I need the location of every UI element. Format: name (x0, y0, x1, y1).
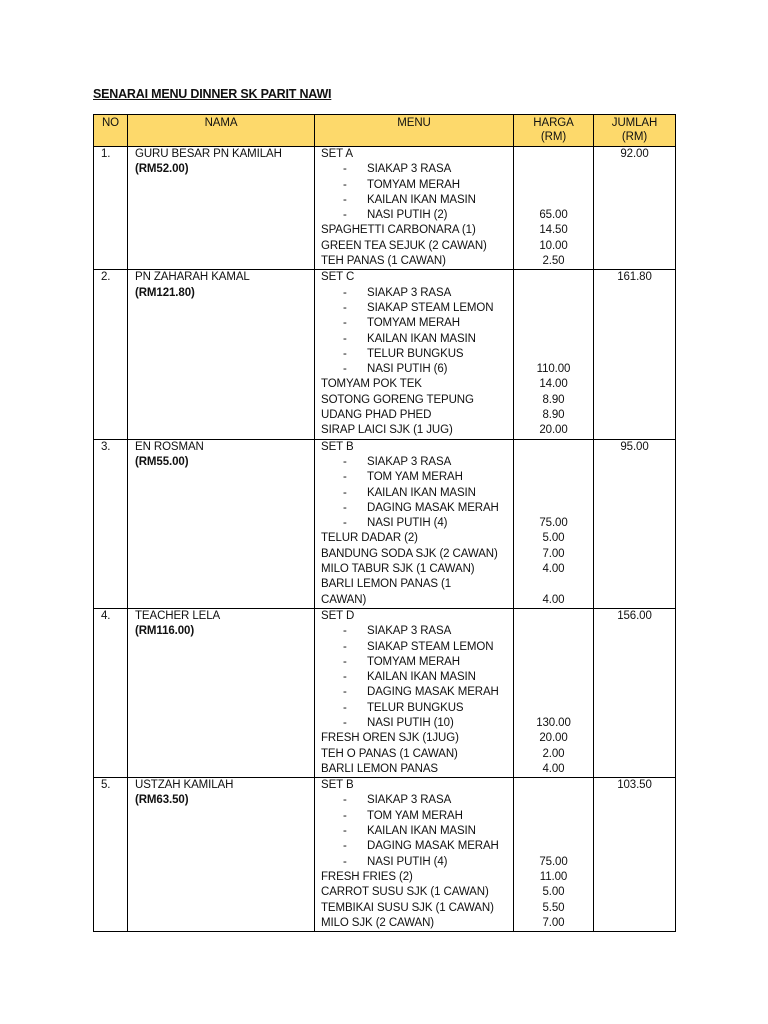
price-value (514, 824, 593, 839)
set-component-item (321, 701, 513, 716)
menu-cell (315, 439, 514, 608)
table-row (94, 608, 676, 777)
person-budget: (RM116.00) (135, 625, 195, 638)
dash-bullet: - (343, 840, 347, 853)
price-value: 8.90 (542, 393, 565, 406)
row-number: 5. (94, 778, 128, 932)
row-number: 4. (94, 608, 128, 777)
header-nama: NAMA (128, 115, 315, 147)
menu-item: BANDUNG SODA SJK (2 CAWAN) (321, 547, 498, 560)
header-no: NO (94, 115, 128, 147)
set-label: SET D (321, 609, 355, 622)
set-component-item (321, 793, 513, 808)
menu-cell (315, 147, 514, 270)
price-value (514, 609, 593, 624)
set-component-item (321, 178, 513, 193)
set-component-item (321, 316, 513, 331)
price-value: 10.00 (539, 239, 568, 252)
set-component-label: TELUR BUNGKUS (367, 347, 464, 360)
dash-bullet: - (343, 655, 347, 668)
person-name: USTZAH KAMILAH (135, 779, 234, 792)
menu-item: CARROT SUSU SJK (1 CAWAN) (321, 886, 489, 899)
set-component-item (321, 286, 513, 301)
price-value (514, 624, 593, 639)
price-value: 2.00 (542, 747, 565, 760)
person-name: EN ROSMAN (135, 440, 204, 453)
total-cell (594, 608, 676, 777)
price-value (514, 178, 593, 193)
person-cell (128, 778, 315, 932)
set-component-item (321, 809, 513, 824)
dash-bullet: - (343, 286, 347, 299)
menu-table (93, 114, 676, 932)
price-value: 8.90 (542, 409, 565, 422)
dash-bullet: - (343, 347, 347, 360)
menu-item: TEH O PANAS (1 CAWAN) (321, 747, 458, 760)
menu-cell (315, 608, 514, 777)
dash-bullet: - (343, 825, 347, 838)
menu-item: CAWAN) (321, 593, 367, 606)
dash-bullet: - (343, 332, 347, 345)
table-row (94, 270, 676, 439)
set-label: SET A (321, 148, 353, 160)
price-value: 130.00 (536, 716, 571, 729)
dash-bullet: - (343, 625, 347, 638)
table-row (94, 147, 676, 270)
person-name: TEACHER LELA (135, 609, 221, 622)
person-cell (128, 608, 315, 777)
price-value: 14.50 (539, 224, 568, 237)
menu-item: BARLI LEMON PANAS (1 (321, 578, 452, 591)
price-value: 4.00 (542, 563, 565, 576)
price-value: 20.00 (539, 424, 568, 437)
menu-item: TELUR DADAR (2) (321, 532, 418, 545)
row-number: 2. (94, 270, 128, 439)
price-value: 7.00 (542, 547, 565, 560)
dash-bullet: - (343, 716, 347, 729)
set-component-label: NASI PUTIH (6) (367, 363, 448, 376)
price-value: 20.00 (539, 732, 568, 745)
price-value: 5.00 (542, 532, 565, 545)
menu-item: MILO SJK (2 CAWAN) (321, 916, 434, 929)
dash-bullet: - (343, 193, 347, 206)
header-jumlah-unit: (RM) (621, 131, 648, 143)
dash-bullet: - (343, 517, 347, 530)
set-component-label: KAILAN IKAN MASIN (367, 825, 476, 838)
price-value (514, 793, 593, 808)
set-component-item (321, 824, 513, 839)
price-value (514, 577, 593, 592)
price-value (514, 332, 593, 347)
set-component-label: SIAKAP 3 RASA (367, 794, 452, 807)
header-jumlah-label: JUMLAH (611, 117, 658, 129)
set-component-item (321, 455, 513, 470)
set-component-label: TOMYAM MERAH (367, 655, 460, 668)
dash-bullet: - (343, 209, 347, 222)
dash-bullet: - (343, 501, 347, 514)
set-component-label: TOMYAM MERAH (367, 178, 460, 191)
price-value (514, 640, 593, 655)
price-value: 5.50 (542, 901, 565, 914)
set-label: SET C (321, 271, 355, 284)
person-cell (128, 147, 315, 270)
set-component-item (321, 501, 513, 516)
total-value: 156.00 (617, 609, 652, 622)
price-value (514, 470, 593, 485)
price-value: 65.00 (539, 209, 568, 222)
menu-item: TOMYAM POK TEK (321, 378, 422, 391)
person-name: GURU BESAR PN KAMILAH (135, 148, 282, 160)
price-value: 75.00 (539, 517, 568, 530)
price-cell (514, 778, 594, 932)
set-component-item (321, 685, 513, 700)
set-component-label: TELUR BUNGKUS (367, 701, 464, 714)
price-value: 11.00 (539, 870, 568, 883)
set-component-item (321, 716, 513, 731)
set-component-item (321, 193, 513, 208)
set-component-item (321, 624, 513, 639)
person-budget: (RM63.50) (135, 794, 189, 807)
set-component-label: SIAKAP 3 RASA (367, 455, 452, 468)
price-value (514, 778, 593, 793)
page-title: SENARAI MENU DINNER SK PARIT NAWI (93, 87, 332, 101)
price-value (514, 501, 593, 516)
price-value (514, 809, 593, 824)
dash-bullet: - (343, 178, 347, 191)
price-cell (514, 439, 594, 608)
price-value (514, 316, 593, 331)
row-number: 3. (94, 439, 128, 608)
price-value (514, 670, 593, 685)
menu-table-body (94, 147, 676, 932)
menu-item: SIRAP LAICI SJK (1 JUG) (321, 424, 453, 437)
set-component-label: SIAKAP 3 RASA (367, 625, 452, 638)
person-budget: (RM55.00) (135, 455, 189, 468)
dash-bullet: - (343, 317, 347, 330)
set-component-item (321, 470, 513, 485)
menu-item: UDANG PHAD PHED (321, 409, 432, 422)
set-label: SET B (321, 440, 354, 453)
price-value (514, 440, 593, 455)
dash-bullet: - (343, 640, 347, 653)
header-harga-label: HARGA (533, 117, 574, 129)
menu-item: FRESH FRIES (2) (321, 870, 413, 883)
set-component-label: TOMYAM MERAH (367, 317, 460, 330)
set-component-label: NASI PUTIH (4) (367, 517, 448, 530)
menu-item: BARLI LEMON PANAS (321, 762, 438, 775)
price-value: 14.00 (539, 378, 568, 391)
menu-cell (315, 778, 514, 932)
total-cell (594, 778, 676, 932)
price-value: 5.00 (542, 886, 565, 899)
set-component-item (321, 347, 513, 362)
dash-bullet: - (343, 855, 347, 868)
price-value (514, 286, 593, 301)
header-menu: MENU (315, 115, 514, 147)
set-component-label: SIAKAP STEAM LEMON (367, 640, 494, 653)
price-cell (514, 147, 594, 270)
dash-bullet: - (343, 455, 347, 468)
menu-item: SPAGHETTI CARBONARA (1) (321, 224, 476, 237)
set-component-label: KAILAN IKAN MASIN (367, 671, 476, 684)
set-component-label: SIAKAP 3 RASA (367, 286, 452, 299)
set-component-label: SIAKAP STEAM LEMON (367, 301, 494, 314)
price-value (514, 839, 593, 854)
set-component-item (321, 670, 513, 685)
set-component-item (321, 855, 513, 870)
price-value (514, 455, 593, 470)
person-budget: (RM52.00) (135, 163, 189, 176)
set-component-label: KAILAN IKAN MASIN (367, 332, 476, 345)
dash-bullet: - (343, 809, 347, 822)
set-component-label: TOM YAM MERAH (367, 471, 463, 484)
price-value (514, 655, 593, 670)
price-value (514, 347, 593, 362)
set-component-label: DAGING MASAK MERAH (367, 686, 499, 699)
row-number: 1. (94, 147, 128, 270)
set-component-label: KAILAN IKAN MASIN (367, 193, 476, 206)
person-budget: (RM121.80) (135, 286, 195, 299)
price-value: 75.00 (539, 855, 568, 868)
header-jumlah (594, 115, 676, 147)
price-value (514, 162, 593, 177)
set-component-label: NASI PUTIH (10) (367, 716, 454, 729)
set-component-label: NASI PUTIH (2) (367, 209, 448, 222)
table-header-row (94, 115, 676, 147)
menu-item: SOTONG GORENG TEPUNG (321, 393, 474, 406)
dash-bullet: - (343, 471, 347, 484)
price-value: 7.00 (542, 916, 565, 929)
set-component-label: SIAKAP 3 RASA (367, 163, 452, 176)
set-component-item (321, 640, 513, 655)
menu-item: MILO TABUR SJK (1 CAWAN) (321, 563, 475, 576)
set-component-item (321, 839, 513, 854)
price-value (514, 270, 593, 285)
price-value (514, 486, 593, 501)
menu-item: TEMBIKAI SUSU SJK (1 CAWAN) (321, 901, 494, 914)
dash-bullet: - (343, 671, 347, 684)
set-component-label: NASI PUTIH (4) (367, 855, 448, 868)
price-value: 4.00 (542, 762, 565, 775)
set-label: SET B (321, 779, 354, 792)
header-harga-unit: (RM) (540, 131, 567, 143)
set-component-label: DAGING MASAK MERAH (367, 840, 499, 853)
dash-bullet: - (343, 686, 347, 699)
menu-item: FRESH OREN SJK (1JUG) (321, 732, 459, 745)
price-value (514, 301, 593, 316)
set-component-label: DAGING MASAK MERAH (367, 501, 499, 514)
set-component-item (321, 516, 513, 531)
table-row (94, 439, 676, 608)
dash-bullet: - (343, 301, 347, 314)
dash-bullet: - (343, 701, 347, 714)
set-component-item (321, 301, 513, 316)
set-component-item (321, 655, 513, 670)
total-value: 161.80 (617, 271, 652, 284)
price-value (514, 685, 593, 700)
set-component-item (321, 162, 513, 177)
dash-bullet: - (343, 363, 347, 376)
set-component-item (321, 332, 513, 347)
menu-item: GREEN TEA SEJUK (2 CAWAN) (321, 239, 487, 252)
dash-bullet: - (343, 794, 347, 807)
set-component-item (321, 486, 513, 501)
price-value: 110.00 (536, 363, 571, 376)
dash-bullet: - (343, 486, 347, 499)
table-row (94, 778, 676, 932)
price-cell (514, 608, 594, 777)
price-cell (514, 270, 594, 439)
dash-bullet: - (343, 163, 347, 176)
price-value (514, 147, 593, 162)
total-value: 95.00 (620, 440, 649, 453)
set-component-item (321, 208, 513, 223)
total-cell (594, 439, 676, 608)
person-cell (128, 270, 315, 439)
person-name: PN ZAHARAH KAMAL (135, 271, 250, 284)
set-component-label: TOM YAM MERAH (367, 809, 463, 822)
price-value (514, 193, 593, 208)
total-value: 92.00 (620, 148, 649, 160)
total-cell (594, 147, 676, 270)
total-value: 103.50 (617, 779, 652, 792)
price-value: 2.50 (542, 255, 565, 268)
set-component-label: KAILAN IKAN MASIN (367, 486, 476, 499)
menu-item: TEH PANAS (1 CAWAN) (321, 255, 446, 268)
set-component-item (321, 362, 513, 377)
menu-cell (315, 270, 514, 439)
header-harga (514, 115, 594, 147)
total-cell (594, 270, 676, 439)
price-value: 4.00 (542, 593, 565, 606)
person-cell (128, 439, 315, 608)
price-value (514, 701, 593, 716)
